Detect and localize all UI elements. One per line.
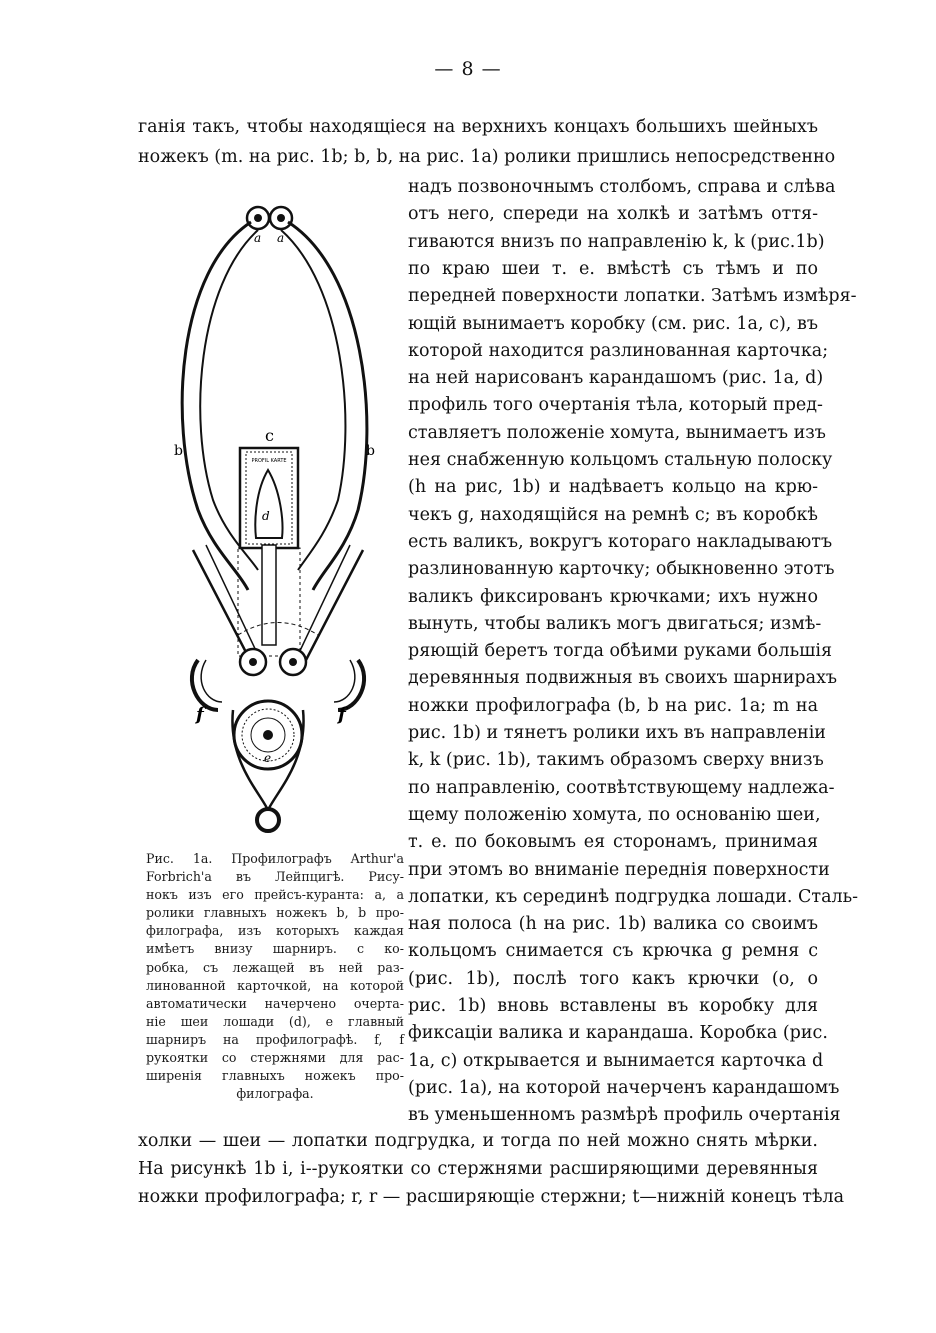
label-b-right: b <box>366 443 375 459</box>
text-line: при этомъ во вниманіе переднія поверхности <box>408 859 830 880</box>
box-text: PROFIL KARTE <box>251 458 287 464</box>
text-line: профиль того очертанія тѣла, который пред- <box>408 395 823 416</box>
caption-line: шарниръ на профилографѣ. f, f <box>146 1031 404 1047</box>
text-line: деревянныя подвижныя въ своихъ шарнирахъ <box>408 668 838 689</box>
caption-line: ширенія главныхъ ножекъ про- <box>146 1068 404 1084</box>
text-line: ножекъ (m. на рис. 1b; b, b, на рис. 1a) ролики пришлись непосредственно <box>138 147 836 167</box>
text-line: по краю шеи т. е. вмѣстѣ съ тѣмъ и по <box>408 258 818 279</box>
label-d: d <box>262 509 270 523</box>
text-line: холки — шеи — лопатки подгрудка, и тогда по ней можно снять мѣрки. <box>138 1131 818 1151</box>
text-line: щему положенію хомута, по основанію шеи, <box>408 804 821 825</box>
text-line: ножки профилографа (b, b на рис. 1a; m на <box>408 695 818 716</box>
text-line: ганія такъ, чтобы находящіеся на верхнихъ концахъ большихъ шейныхъ <box>138 117 818 137</box>
handle-right <box>338 660 364 710</box>
caption-line: филографа, изъ которыхъ каждая <box>146 923 404 939</box>
text-line: отъ него, спереди на холкѣ и затѣмъ оття- <box>408 204 818 225</box>
caption-line: линованной карточкой, на которой <box>146 977 404 993</box>
caption-line: робка, съ лежащей въ ней раз- <box>146 959 404 975</box>
text-line: ряющій беретъ тогда обѣими руками большія <box>408 641 833 662</box>
text-line: ножки профилографа; r, r — расширяющіе стержни; t—нижній конецъ тѣла <box>138 1187 845 1207</box>
caption-line: филографа. <box>236 1086 314 1102</box>
text-line: На рисункѣ 1b i, i--рукоятки со стержнями расширяющими деревянныя <box>138 1159 818 1179</box>
text-line: лопатки, къ серединѣ подгрудка лошади. Сталь- <box>408 886 859 907</box>
caption-line: ніе шеи лошади (d), e главный <box>146 1013 404 1029</box>
text-line: т. е. по боковымъ ея сторонамъ, принимая <box>408 832 818 853</box>
text-line: (рис. 1b), послѣ того какъ крючки (o, o <box>408 968 818 989</box>
text-line: 1a, c) открывается и вынимается карточка d <box>408 1050 824 1071</box>
text-line: гиваются внизъ по направленію k, k (рис.1b) <box>408 231 825 252</box>
page-number: — 8 — <box>434 58 502 80</box>
text-line: (рис. 1a), на которой начерченъ карандашомъ <box>408 1077 840 1098</box>
text-line: рис. 1b) вновь вставлены въ коробку для <box>408 996 818 1016</box>
caption-line: нокъ изъ его прейсъ-куранта: a, a <box>146 887 404 903</box>
text-line: разлинованную карточку; обыкновенно этотъ <box>408 559 835 580</box>
text-line: есть валикъ, вокругъ котораго накладываютъ <box>408 531 833 552</box>
caption-line: Forbrich'a въ Лейпцигѣ. Рису- <box>146 869 404 885</box>
caption-line: рукоятки со стержнями для рас- <box>146 1050 404 1066</box>
text-line: надъ позвоночнымъ столбомъ, справа и слѣва <box>408 177 836 197</box>
text-line: ющій вынимаетъ коробку (см. рис. 1a, c), въ <box>408 313 818 334</box>
caption-line: ролики главныхъ ножекъ b, b про- <box>146 905 404 921</box>
label-f-right: f <box>338 704 346 725</box>
leg-right-outer <box>288 222 367 590</box>
text-line: чекъ g, находящійся на ремнѣ c; въ коробкѣ <box>408 504 818 525</box>
text-line: на ней нарисованъ карандашомъ (рис. 1a, d) <box>408 368 824 389</box>
text-line: въ уменьшенномъ размѣрѣ профиль очертанія <box>408 1105 841 1126</box>
label-c: c <box>265 426 274 445</box>
text-line: фиксаціи валика и карандаша. Коробка (рис. <box>408 1023 828 1044</box>
text-line: k, k (рис. 1b), такимъ образомъ сверху внизъ <box>408 750 824 771</box>
text-line: кольцомъ снимается съ крючка g ремня c <box>408 941 818 962</box>
text-line: нея снабженную кольцомъ стальную полоску <box>408 450 833 470</box>
caption-line: имѣетъ внизу шарниръ. c ко- <box>146 941 404 957</box>
figure-caption <box>146 850 404 1103</box>
text-line: вынуть, чтобы валикъ могъ двигаться; измѣ- <box>408 613 822 634</box>
caption-line: автоматически начерчено очерта- <box>146 995 404 1011</box>
text-line: ная полоса (h на рис. 1b) валика со своимъ <box>408 914 818 935</box>
profilograph-figure <box>158 190 398 850</box>
label-e: e <box>264 751 272 765</box>
label-f-left: f <box>196 704 204 725</box>
label-a-left: a <box>254 231 262 245</box>
label-a-right: a <box>277 231 285 245</box>
caption-line: Рис. 1a. Профилографъ Arthur'a <box>146 851 404 866</box>
text-line: ставляетъ положеніе хомута, вынимаетъ изъ <box>408 422 826 443</box>
text-line: по направленію, соотвѣтствующему надлежа- <box>408 777 835 798</box>
text-line: передней поверхности лопатки. Затѣмъ измѣря- <box>408 286 857 307</box>
handle-left <box>192 660 218 710</box>
text-line: (h на рис, 1b) и надѣваетъ кольцо на крю- <box>408 477 818 498</box>
label-b-left: b <box>174 443 183 459</box>
text-line: которой находится разлинованная карточка; <box>408 340 829 361</box>
text-line: рис. 1b) и тянетъ ролики ихъ въ направленіи <box>408 723 826 743</box>
text-line: валикъ фиксированъ крючками; ихъ нужно <box>408 586 818 607</box>
